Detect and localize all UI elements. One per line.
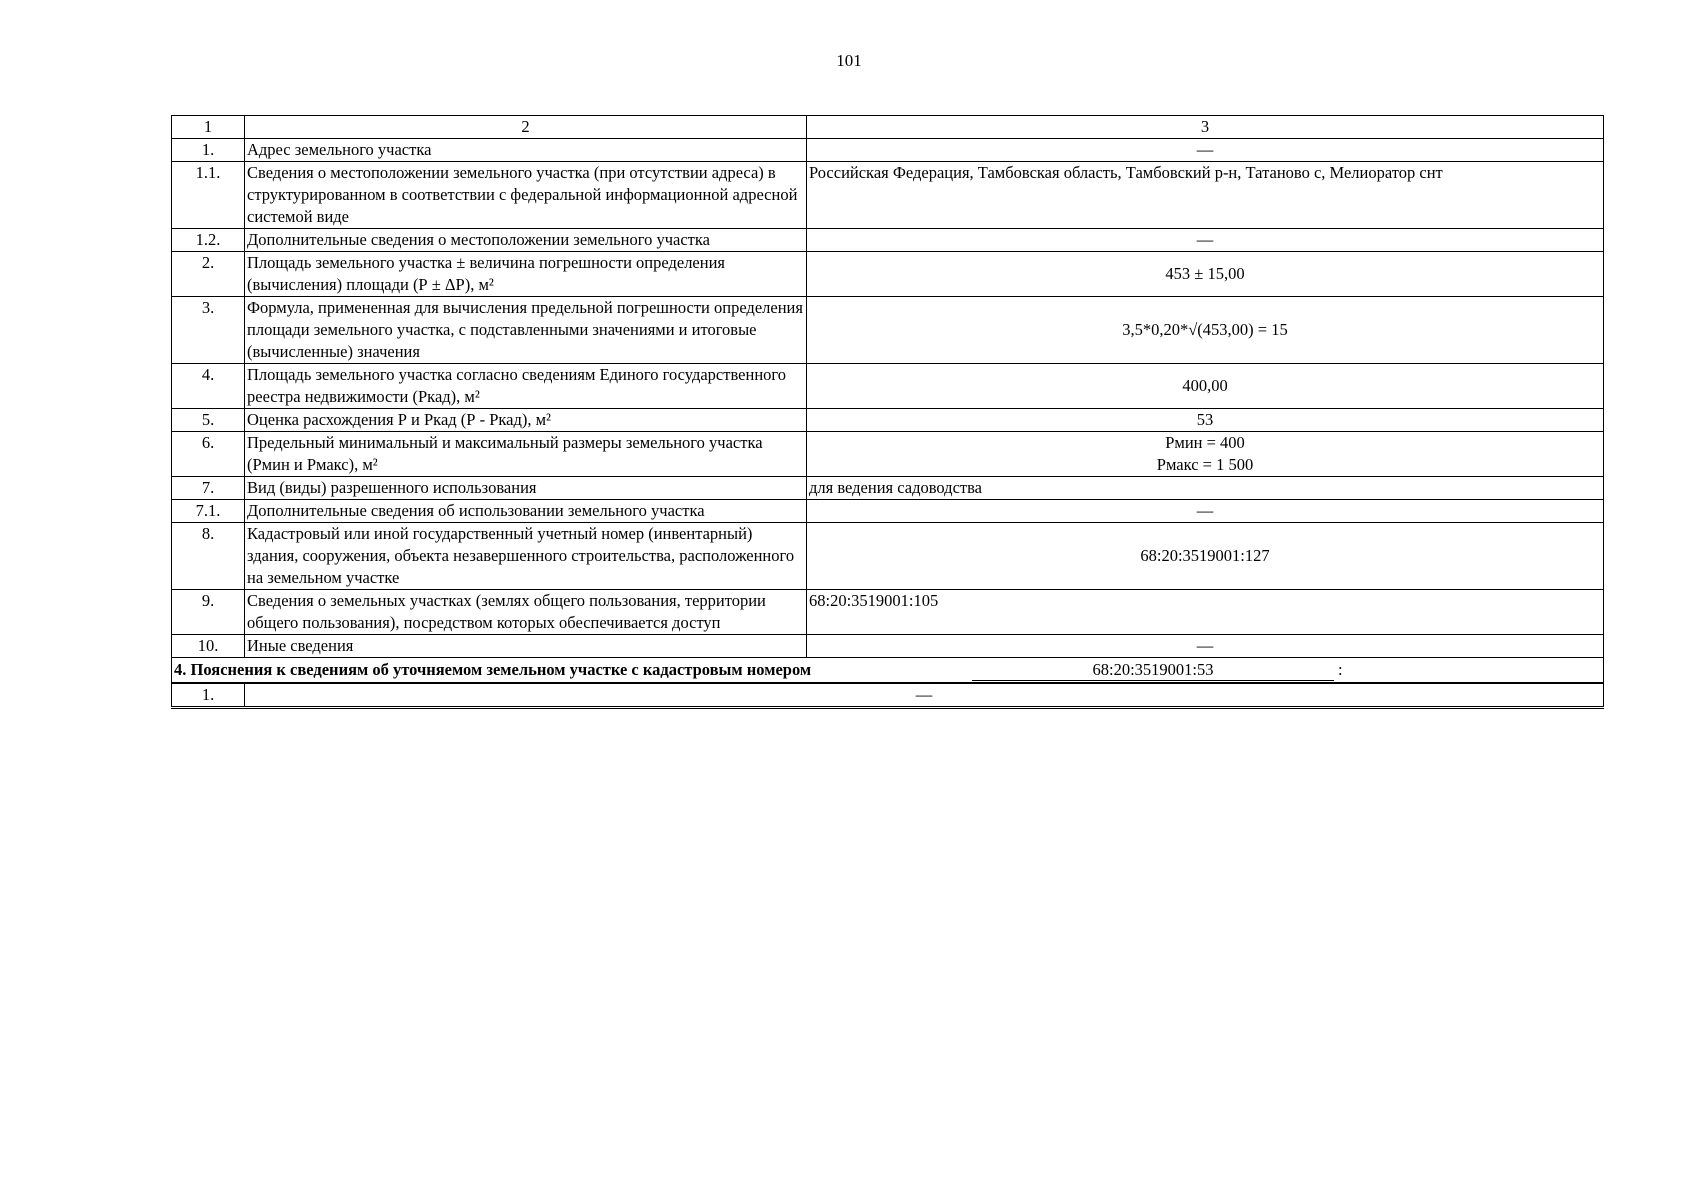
header-col-2: 2 — [245, 116, 807, 139]
row-number: 9. — [172, 590, 245, 635]
row-number: 6. — [172, 432, 245, 477]
section-4-colon: : — [1338, 660, 1343, 679]
table-row — [172, 432, 1604, 477]
table-row — [172, 590, 1604, 635]
table-row — [172, 139, 1604, 162]
row-label: Вид (виды) разрешенного использования — [245, 477, 807, 500]
row-number: 3. — [172, 297, 245, 364]
table-row — [172, 364, 1604, 409]
row-label: Дополнительные сведения об использовании земельного участка — [245, 500, 807, 523]
row-number: 5. — [172, 409, 245, 432]
area-max-value: Рмакс = 1 500 — [1156, 455, 1254, 474]
row-label: Сведения о земельных участках (землях общего пользования, территории общего пользования), посредством которых обеспечивается доступ — [245, 590, 807, 635]
header-col-1: 1 — [172, 116, 245, 139]
row-value: 3,5*0,20*√(453,00) = 15 — [807, 297, 1604, 364]
section-4-title: 4. Пояснения к сведениям об уточняемом земельном участке с кадастровым номером — [174, 660, 812, 679]
section-4-header-row — [172, 658, 1604, 684]
row-value: 453 ± 15,00 — [807, 252, 1604, 297]
row-label: Кадастровый или иной государственный учетный номер (инвентарный) здания, сооружения, объекта незавершенного строительства, расположенного на земельном участке — [245, 523, 807, 590]
row-label: Оценка расхождения Р и Ркад (Р - Ркад), м² — [245, 409, 807, 432]
row-value: — — [807, 229, 1604, 252]
header-col-3: 3 — [807, 116, 1604, 139]
row-value — [807, 432, 1604, 477]
row-number: 4. — [172, 364, 245, 409]
row-value: — — [807, 139, 1604, 162]
area-min-value: Рмин = 400 — [1165, 433, 1245, 452]
row-number: 10. — [172, 635, 245, 658]
land-plot-info-table — [171, 115, 1604, 709]
table-row — [172, 409, 1604, 432]
row-value: 68:20:3519001:127 — [807, 523, 1604, 590]
section-4-cadastral-number: 68:20:3519001:53 — [972, 659, 1334, 681]
table-row — [172, 635, 1604, 658]
row-value: 68:20:3519001:105 — [807, 590, 1604, 635]
row-value: 400,00 — [807, 364, 1604, 409]
table-row — [172, 523, 1604, 590]
row-number: 1. — [172, 683, 245, 708]
table-header-row — [172, 116, 1604, 139]
section-4-header — [172, 658, 1604, 684]
row-number: 1. — [172, 139, 245, 162]
table-row — [172, 252, 1604, 297]
row-label: Предельный минимальный и максимальный размеры земельного участка (Рмин и Рмакс), м² — [245, 432, 807, 477]
row-label: Формула, примененная для вычисления предельной погрешности определения площади земельного участка, с подставленными значениями и итоговые (вычисленные) значения — [245, 297, 807, 364]
row-value: — — [807, 635, 1604, 658]
table-row — [172, 683, 1604, 708]
table-row — [172, 477, 1604, 500]
row-label: Площадь земельного участка согласно сведениям Единого государственного реестра недвижимости (Ркад), м² — [245, 364, 807, 409]
row-label: Иные сведения — [245, 635, 807, 658]
table-row — [172, 297, 1604, 364]
row-label: Сведения о местоположении земельного участка (при отсутствии адреса) в структурированном в соответствии с федеральной информационной адресной системой виде — [245, 162, 807, 229]
row-value: для ведения садоводства — [807, 477, 1604, 500]
row-number: 7. — [172, 477, 245, 500]
row-value: — — [245, 683, 1604, 708]
row-label: Площадь земельного участка ± величина погрешности определения (вычисления) площади (Р ± ΔР), м² — [245, 252, 807, 297]
page-number: 101 — [836, 51, 862, 70]
row-value: Российская Федерация, Тамбовская область, Тамбовский р-н, Татаново с, Мелиоратор снт — [807, 162, 1604, 229]
row-number: 8. — [172, 523, 245, 590]
row-label: Дополнительные сведения о местоположении земельного участка — [245, 229, 807, 252]
row-number: 7.1. — [172, 500, 245, 523]
row-number: 1.1. — [172, 162, 245, 229]
row-label: Адрес земельного участка — [245, 139, 807, 162]
table-row — [172, 229, 1604, 252]
row-number: 2. — [172, 252, 245, 297]
table-row — [172, 162, 1604, 229]
row-value: 53 — [807, 409, 1604, 432]
row-value: — — [807, 500, 1604, 523]
row-number: 1.2. — [172, 229, 245, 252]
table-row — [172, 500, 1604, 523]
